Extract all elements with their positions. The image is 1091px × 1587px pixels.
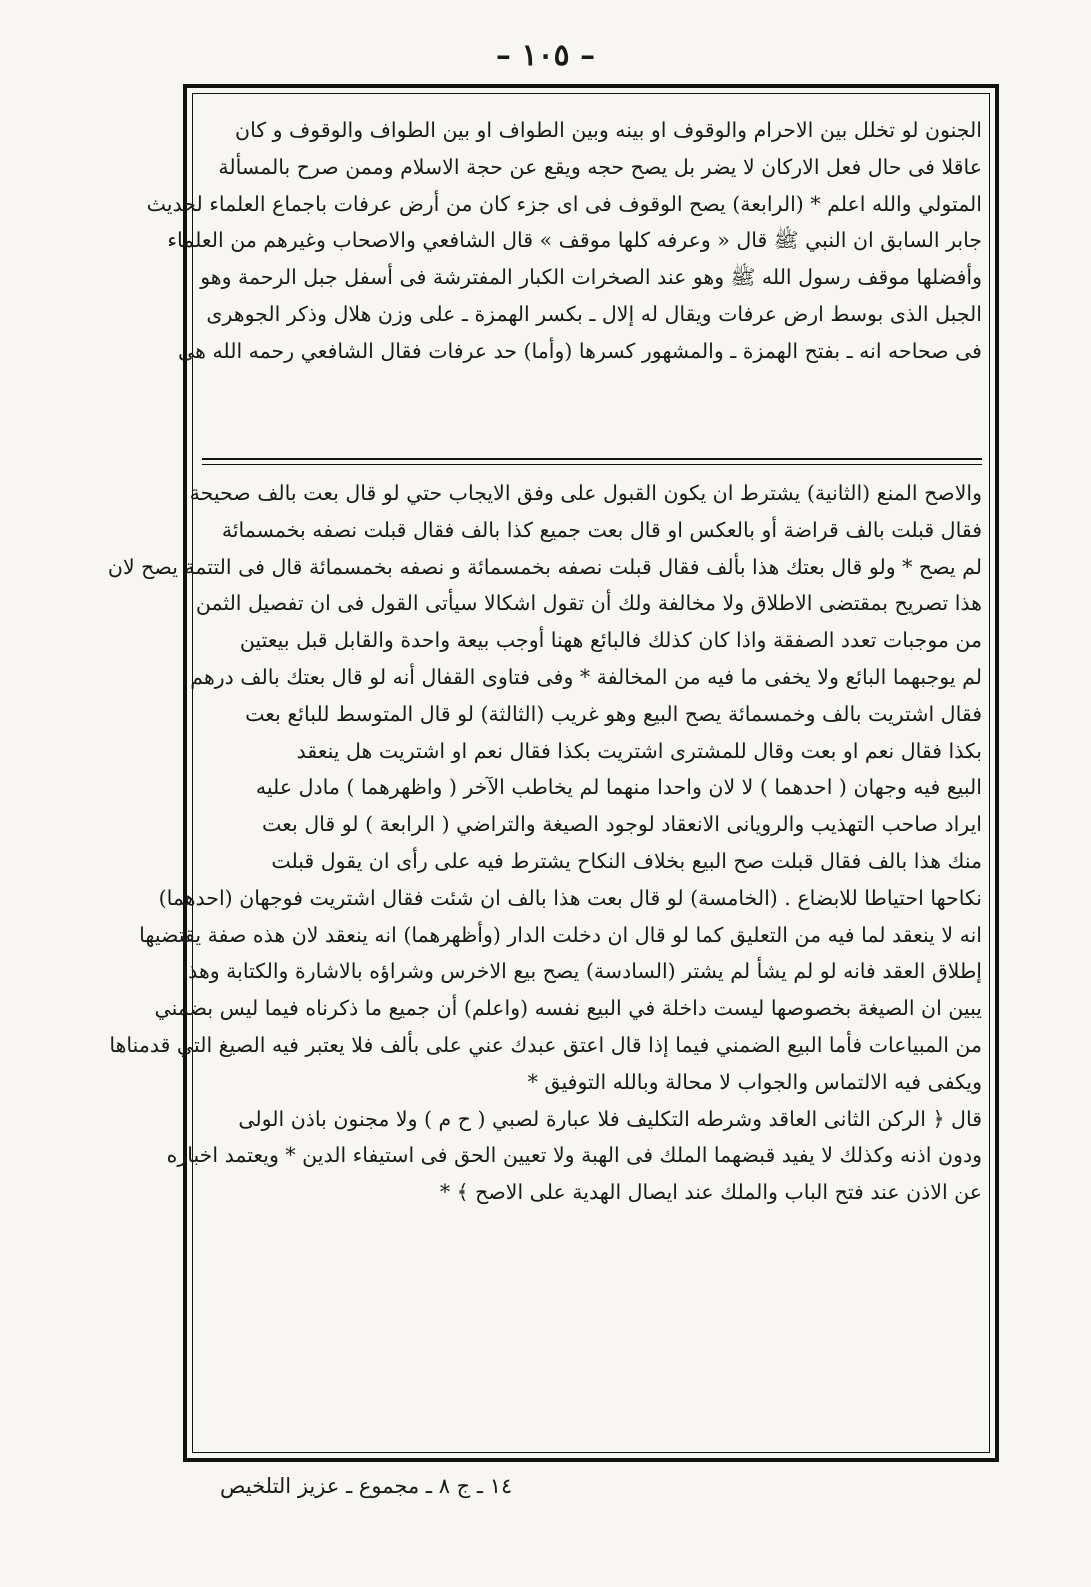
main-text-line: وأفضلها موقف رسول الله ﷺ وهو عند الصخرات الكبار المفترشة فى أسفل جبل الرحمة وهو [200,265,982,290]
commentary-line: والاصح المنع (الثانية) يشترط ان يكون القبول على وفق الايجاب حتي لو قال بعت بالف صحيحة [189,481,982,505]
commentary-line: انه لا ينعقد لما فيه من التعليق كما لو قال ان دخلت الدار (وأظهرهما) انه ينعقد لان هذه صفة يقتضيها [139,922,982,947]
commentary-line: إطلاق العقد فانه لو لم يشأ لم يشتر (السادسة) يصح بيع الاخرس وشراؤه بالاشارة والكتابة وهذا [182,959,982,984]
commentary-line: فقال قبلت بالف قراضة أو بالعكس او قال بعت جميع كذا بالف فقال قبلت نصفه بخمسمائة [221,517,982,542]
main-text-line: عاقلا فى حال فعل الاركان لا يضر بل يصح حجه ويقع عن حجة الاسلام وممن صرح بالمسألة [218,154,982,179]
main-text-line: فى صحاحه انه ـ بفتح الهمزة ـ والمشهور كسرها (وأما) حد عرفات فقال الشافعي رحمه الله هى [178,338,982,363]
commentary-line: هذا تصريح بمقتضى الاطلاق ولا مخالفة ولك أن تقول اشكالا سيأتى القول فى ان تفصيل الثمن [195,591,982,616]
main-text-line: المتولي والله اعلم * (الرابعة) يصح الوقوف فى اى جزء كان من أرض عرفات باجماع العلماء لحديث [146,191,982,216]
commentary-line: من المبياعات فأما البيع الضمني فيما إذا قال اعتق عبدك عني على بألف فلا يعتبر فيه الصيغ التي قدمناها [109,1032,982,1057]
page-number: – ١٠٥ – [495,38,596,73]
commentary-line: ودون اذنه وكذلك لا يفيد قبضهما الملك فى الهبة ولا تعيين الحق فى استيفاء الدين * ويعتمد اخباره [166,1143,982,1168]
commentary-line: لم يوجبهما البائع ولا يخفى ما فيه من المخالفة * وفى فتاوى القفال أنه لو قال بعتك بالف درهم [190,664,982,689]
main-text-block [146,112,982,370]
commentary-line: نكاحها احتياطا للابضاع . (الخامسة) لو قال بعت هذا بالف ان شئت فقال اشتريت فوجهان (احدهما) [158,885,982,910]
footer-signature: ١٤ ـ ج ٨ ـ مجموع ـ عزيز التلخيص [220,1474,513,1498]
main-text-line: الجبل الذى بوسط ارض عرفات ويقال له إلال ـ بكسر الهمزة ـ على وزن هلال وذكر الجوهرى [206,301,982,326]
commentary-line: البيع فيه وجهان ( احدهما ) لا لان واحدا منهما لم يخاطب الآخر ( واظهرهما ) مادل عليه [255,775,982,800]
commentary-line: عن الاذن عند فتح الباب والملك عند ايصال الهدية على الاصح ﴾ * [439,1180,982,1205]
commentary-line: ويكفى فيه الالتماس والجواب لا محالة وبالله التوفيق * [527,1069,982,1094]
commentary-line: منك هذا بالف فقال قبلت صح البيع بخلاف النكاح يشترط فيه على رأى ان يقول قبلت [271,848,982,873]
section-divider [202,458,982,460]
commentary-line: بكذا فقال نعم او بعت وقال للمشترى اشتريت بكذا فقال نعم او اشتريت هل ينعقد [296,738,982,763]
commentary-text-block [107,475,982,1211]
commentary-line: فقال اشتريت بالف وخمسمائة يصح البيع وهو غريب (الثالثة) لو قال المتوسط للبائع بعت [245,701,982,726]
section-divider-thin [202,464,982,465]
main-text-line: الجنون لو تخلل بين الاحرام والوقوف او بينه وبين الطواف او بين الطواف والوقوف و كان [235,118,982,142]
commentary-line: من موجبات تعدد الصفقة واذا كان كذلك فالبائع ههنا أوجب بيعة واحدة والقابل قبل بيعتين [239,628,982,653]
commentary-line: ايراد صاحب التهذيب والرويانى الانعقاد لوجود الصيغة والتراضي ( الرابعة ) لو قال بعت [262,812,982,837]
commentary-line: لم يصح * ولو قال بعتك هذا بألف فقال قبلت نصفه بخمسمائة و نصفه بخمسمائة قال فى التتمة يصح لان [107,554,982,579]
commentary-line: يبين ان الصيغة بخصوصها ليست داخلة في البيع نفسه (واعلم) أن جميع ما ذكرناه فيما ليس بضمني [154,996,982,1021]
main-text-line: جابر السابق ان النبي ﷺ قال « وعرفه كلها موقف » قال الشافعي والاصحاب وغيرهم من العلماء [167,228,982,253]
commentary-line: قال ﴿ الركن الثانى العاقد وشرطه التكليف فلا عبارة لصبي ( ح م ) ولا مجنون باذن الولى [238,1106,982,1131]
